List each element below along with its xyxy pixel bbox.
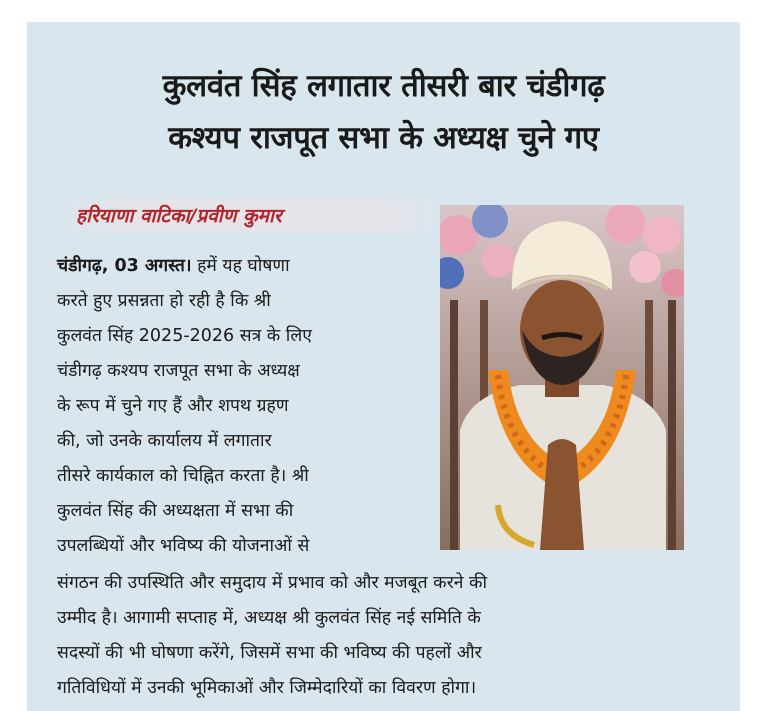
headline-line-2: कश्यप राजपूत सभा के अध्यक्ष चुने गए <box>168 120 599 156</box>
article-line: उम्मीद है। आगामी सप्ताह में, अध्यक्ष श्री कुलवंत सिंह नई समिति के <box>57 608 481 628</box>
article-line: करते हुए प्रसन्नता हो रही है कि श्री <box>57 291 271 311</box>
headline <box>27 60 740 164</box>
article-line: सदस्यों की भी घोषणा करेंगे, जिसमें सभा की भविष्य की पहलों और <box>57 643 482 663</box>
article-line: गतिविधियों में उनकी भूमिकाओं और जिम्मेदारियों का विवरण होगा। <box>57 678 477 698</box>
article-line-text: हमें यह घोषणा <box>191 256 290 276</box>
article-line: कुलवंत सिंह की अध्यक्षता में सभा की <box>57 501 294 521</box>
article-line: चंडीगढ़ कश्यप राजपूत सभा के अध्यक्ष <box>57 361 300 381</box>
byline-text: हरियाणा वाटिका/प्रवीण कुमार <box>76 205 282 227</box>
portrait-photo <box>440 205 684 550</box>
article-line: कुलवंत सिंह 2025-2026 सत्र के लिए <box>57 326 312 346</box>
portrait-illustration <box>440 205 684 550</box>
article-line <box>57 253 290 277</box>
article-line: तीसरे कार्यकाल को चिह्नित करता है। श्री <box>57 466 309 486</box>
news-clipping <box>27 22 740 711</box>
headline-line-1: कुलवंत सिंह लगातार तीसरी बार चंडीगढ़ <box>162 68 605 104</box>
article-line: संगठन की उपस्थिति और समुदाय में प्रभाव को और मजबूत करने की <box>57 573 487 593</box>
article-line: के रूप में चुने गए हैं और शपथ ग्रहण <box>57 396 289 416</box>
article-line: उपलब्धियों और भविष्य की योजनाओं से <box>57 536 310 556</box>
dateline: चंडीगढ़, 03 अगस्त। <box>57 256 192 276</box>
article-line: की, जो उनके कार्यालय में लगातार <box>57 431 272 451</box>
byline-bar <box>56 199 447 232</box>
